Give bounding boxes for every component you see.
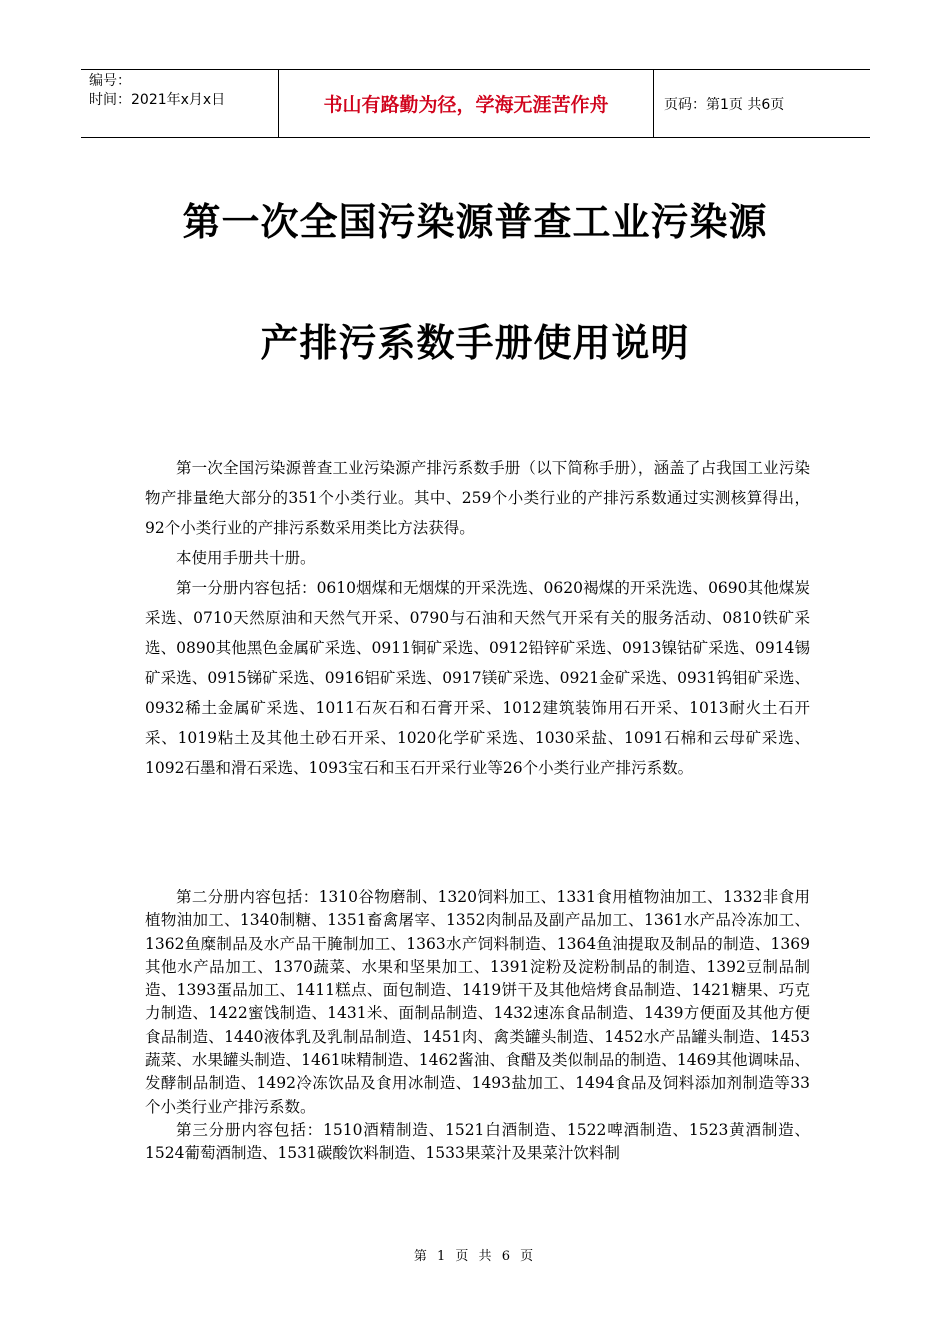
volume-1-text: 包括：0610烟煤和无烟煤的开采洗选、0620褐煤的开采洗选、0690其他煤炭采选、0710天然原油和天然气开采、0790与石油和天然气开采有关的服务活动、0810铁矿采选、0890其他黑色金属矿采选、0911铜矿采选、0912铅锌矿采选、0913镍钴矿采选、0914锡矿采选、0915锑矿采选、0916铝矿采选、0917镁矿采选、0921金矿采选、0931钨钼矿采选、0932稀土金属矿采选、1011石灰石和石膏开采、1012建筑装饰用石开采、1013耐火土石开采、1019粘土及其他土砂石开采、1020化学矿采选、1030采盐、1091石棉和云母矿采选、1092石墨和滑石采选、1093宝石和玉石开采行业等26个小类行业产排污系数。 <box>145 579 810 777</box>
document-body-top <box>145 453 810 783</box>
intro-paragraph: 第一次全国污染源普查工业污染源产排污系数手册（以下简称手册），涵盖了占我国工业污染物产排量绝大部分的351个小类行业。其中、259个小类行业的产排污系数通过实测核算得出，92个小类行业的产排污系数采用类比方法获得。 <box>145 459 810 537</box>
header-right-cell <box>654 70 870 137</box>
page-footer: 第 1 页 共 6 页 <box>413 1249 537 1264</box>
document-number-label: 编号： <box>89 73 131 89</box>
volume-2-text: 包括：1310谷物磨制、1320饲料加工、1331食用植物油加工、1332非食用植物油加工、1340制糖、1351畜禽屠宰、1352肉制品及副产品加工、1361水产品冷冻加工、1362鱼糜制品及水产品干腌制加工、1363水产饲料制造、1364鱼油提取及制品的制造、1369其他水产品加工、1370蔬菜、水果和坚果加工、1391淀粉及淀粉制品的制造、1392豆制品制造、1393蛋品加工、1411糕点、面包制造、1419饼干及其他焙烤食品制造、1421糖果、巧克力制造、1422蜜饯制造、1431米、面制品制造、1432速冻食品制造、1439方便面及其他方便食品制造、1440液体乳及乳制品制造、1451肉、禽类罐头制造、1452水产品罐头制造、1453蔬菜、水果罐头制造、1461味精制造、1462酱油、食醋及类似制品的制造、1469其他调味品、发酵制品制造、1492冷冻饮品及食用冰制造、1493盐加工、1494食品及饲料添加剂制造等33个小类行业产排污系数。 <box>145 888 810 1116</box>
header-left-cell <box>81 70 279 137</box>
header-motto-cell <box>279 70 654 137</box>
document-title-line-1: 第一次全国污染源普查工业污染源 <box>182 200 768 244</box>
volume-1-lead: 第一分册内容 <box>176 579 270 597</box>
header-page-info: 页码：第1页 共6页 <box>664 96 785 113</box>
document-date-label: 时间：2021年x月x日 <box>89 92 226 108</box>
volume-3-lead: 第三分册内容 <box>176 1120 275 1139</box>
volumes-paragraph: 本使用手册共十册。 <box>176 549 316 567</box>
header-motto: 书山有路勤为径，学海无涯苦作舟 <box>323 94 609 116</box>
volume-3-paragraph <box>145 1119 810 1166</box>
volume-2-paragraph <box>145 886 810 1119</box>
volume-2-lead: 第二分册内容 <box>176 888 272 906</box>
volume-3-text: 包括：1510酒精制造、1521白酒制造、1522啤酒制造、1523黄酒制造、1524葡萄酒制造、1531碳酸饮料制造、1533果菜汁及果菜汁饮料制 <box>145 1120 810 1163</box>
volume-1-paragraph <box>145 573 810 783</box>
document-title-line-2: 产排污系数手册使用说明 <box>260 321 690 365</box>
document-body-bottom <box>145 886 810 1166</box>
document-header <box>81 69 870 138</box>
